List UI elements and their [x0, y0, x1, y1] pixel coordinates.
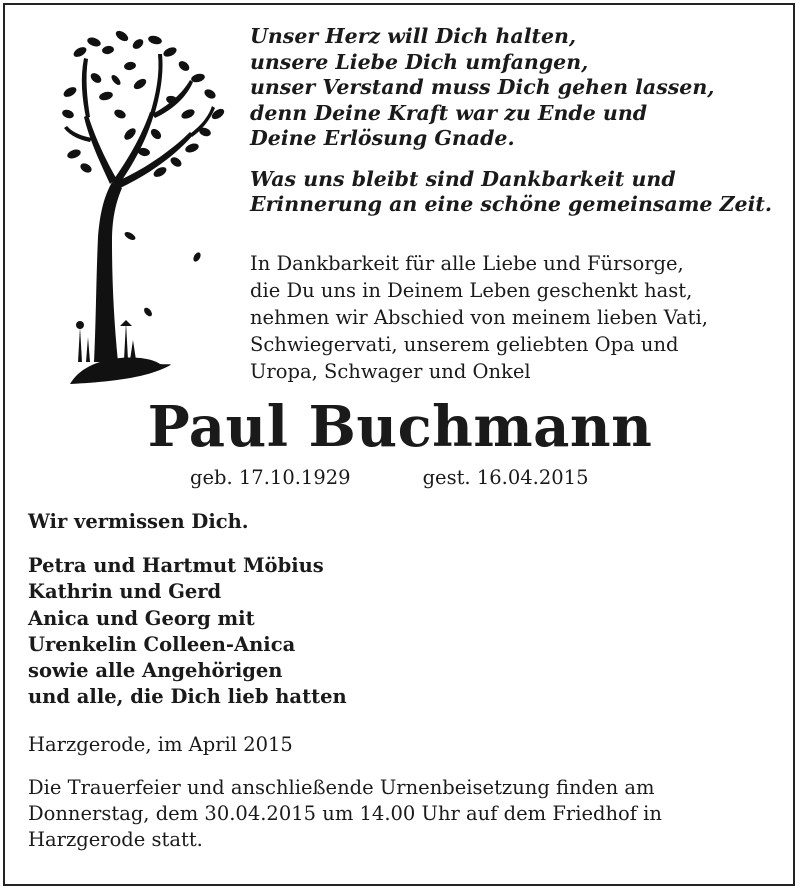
birth-date: geb. 17.10.1929	[190, 466, 351, 489]
deceased-name: Paul Buchmann	[147, 394, 653, 460]
thanks-line: Uropa, Schwager und Onkel	[250, 360, 531, 383]
poem	[250, 24, 790, 218]
thanks-paragraph	[250, 250, 790, 385]
mourner-line: Urenkelin Colleen-Anica	[28, 632, 296, 656]
poem-line: Unser Herz will Dich halten,	[250, 24, 577, 48]
mourner-line: Anica und Georg mit	[28, 606, 255, 630]
thanks-line: Schwiegervati, unserem geliebten Opa und	[250, 333, 679, 356]
death-date: gest. 16.04.2015	[422, 466, 589, 489]
poem-line: Was uns bleibt sind Dankbarkeit und	[250, 166, 676, 191]
funeral-line: Harzgerode statt.	[28, 828, 203, 851]
poem-line: unsere Liebe Dich umfangen,	[250, 49, 589, 74]
thanks-line: nehmen wir Abschied von meinem lieben Vati,	[250, 306, 708, 329]
mourner-line: sowie alle Angehörigen	[28, 659, 283, 683]
mourners-list	[28, 553, 347, 711]
mourner-line: Kathrin und Gerd	[28, 580, 222, 604]
poem-line: Erinnerung an eine schöne gemeinsame Zeit.	[250, 192, 772, 216]
life-dates	[190, 463, 790, 493]
thanks-line: In Dankbarkeit für alle Liebe und Fürsorge,	[250, 252, 684, 275]
mourner-line: und alle, die Dich lieb hatten	[28, 685, 347, 709]
poem-line: Deine Erlösung Gnade.	[250, 126, 515, 150]
funeral-info	[28, 775, 778, 853]
funeral-line: Die Trauerfeier und anschließende Urnenbeisetzung finden am	[28, 776, 655, 799]
place-date: Harzgerode, im April 2015	[28, 733, 293, 756]
tree-icon	[60, 22, 230, 392]
closing-line: Wir vermissen Dich.	[28, 510, 249, 533]
mourner-line: Petra und Hartmut Möbius	[28, 554, 324, 577]
poem-line: denn Deine Kraft war zu Ende und	[250, 100, 648, 125]
poem-line: unser Verstand muss Dich gehen lassen,	[250, 75, 715, 99]
thanks-line: die Du uns in Deinem Leben geschenkt hast,	[250, 279, 693, 302]
funeral-line: Donnerstag, dem 30.04.2015 um 14.00 Uhr auf dem Friedhof in	[28, 802, 662, 825]
